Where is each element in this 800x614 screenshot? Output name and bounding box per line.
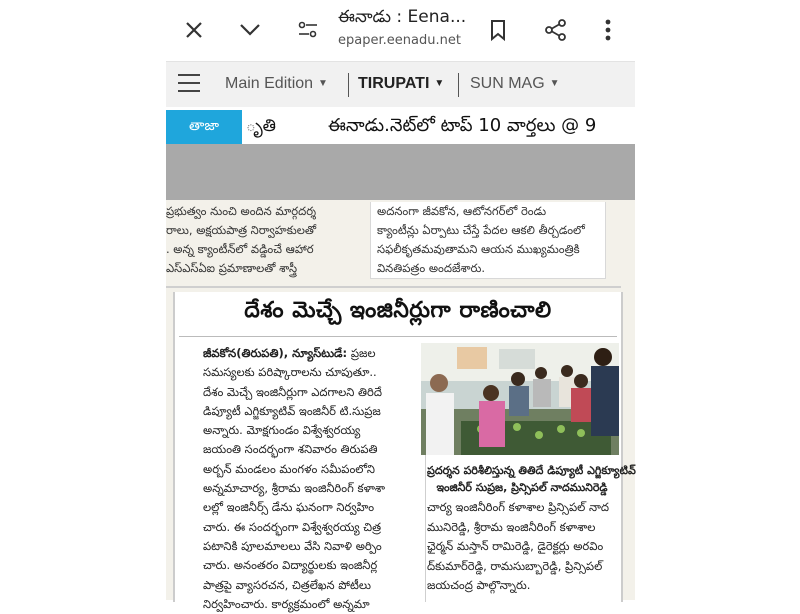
- text-line: వినతిపత్రం అందజేశారు.: [377, 261, 486, 275]
- nav-tirupati[interactable]: [358, 75, 444, 93]
- text-line: . అన్న క్యాంటీన్‌లో వడ్డించే ఆహార: [166, 242, 314, 256]
- text-line: అన్నమాచార్య, శ్రీరామ ఇంజినీరింగ్ కళాశా: [203, 481, 386, 496]
- text-line: చార్య ఇంజినీరింగ్ కళాశాల ప్రిన్సిపల్ నాద: [427, 500, 610, 514]
- nav-sun-mag[interactable]: [470, 75, 560, 93]
- section-divider: [166, 286, 621, 288]
- text-line: ప్రభుత్వం నుంచి అందిన మార్గదర్శ: [166, 204, 317, 218]
- text-line: చారు. ఈ సందర్భంగా విశ్వేశ్వరయ్య చిత్ర: [203, 519, 382, 534]
- text-line: పటానికి పూలమాలలు వేసి నివాళి అర్పిం: [203, 538, 382, 553]
- text-line: ఎస్ఎస్ఏఐ ప్రమాణాలతో శాస్త్రీ: [166, 261, 298, 275]
- share-icon[interactable]: [538, 12, 574, 48]
- epaper-clip: [166, 200, 636, 611]
- page-url[interactable]: epaper.eenadu.net: [338, 33, 461, 48]
- article-headline: దేశం మెచ్చే ఇంజినీర్లుగా రాణించాలి: [244, 298, 552, 323]
- close-icon[interactable]: [176, 12, 212, 48]
- caret-down-icon: ▼: [318, 78, 328, 90]
- more-vert-icon[interactable]: [590, 12, 626, 48]
- text-line: అర్బన్ మండలం మంగళం సమీపంలోని: [203, 461, 375, 476]
- text-line: సఫలీకృతమవుతామని ఆయన ముఖ్యమంత్రికి: [377, 242, 580, 256]
- prev-article-right-column: [370, 202, 606, 279]
- ticker-fragment: ృతి: [246, 116, 276, 136]
- nav-main-edition[interactable]: [225, 75, 328, 93]
- caption-line: ప్రదర్శన పరిశీలిస్తున్న తితిదే డిప్యూటీ ఎగ్జిక్యూటివ్: [427, 464, 636, 477]
- article-left-column: [203, 344, 421, 614]
- article-dateline: జీవకోన(తిరుపతి), న్యూస్‌టుడే:: [203, 346, 348, 360]
- text-line: జయంతి సందర్భంగా శనివారం తిరుపతి: [203, 442, 378, 457]
- browser-toolbar: [166, 0, 635, 60]
- page-title[interactable]: ఈనాడు : Eena...: [338, 7, 467, 27]
- prev-article-left-column: [166, 202, 362, 278]
- bookmark-icon[interactable]: [480, 12, 516, 48]
- text-line: రాలు, అక్షయపాత్ర నిర్వాహకులతో: [166, 223, 317, 237]
- news-article: [173, 292, 636, 611]
- caption-line: ఇంజినీర్ సుప్రజ, ప్రిన్సిపల్ నాదమునిరెడ్డి: [436, 481, 608, 494]
- text-line: ద్‌కుమార్‌రెడ్డి, రామసుబ్బారెడ్డి, ప్రిన్సిపల్: [427, 558, 603, 573]
- article-photo: [421, 343, 619, 455]
- text-line: మునిరెడ్డి, శ్రీరామ ఇంజినీరింగ్ కళాశాల: [427, 519, 596, 534]
- headline-divider: [179, 336, 617, 337]
- nav-label: TIRUPATI: [358, 75, 430, 92]
- text-line: నిర్వహించారు. కార్యక్రమంలో అన్నమా: [203, 596, 370, 611]
- text-line: జయచంద్ర పాల్గొన్నారు.: [427, 578, 531, 592]
- page-gutter: [166, 144, 635, 200]
- nav-label: SUN MAG: [470, 75, 545, 92]
- news-ticker[interactable]: [166, 108, 635, 144]
- text-line: చారు. అనంతరం విద్యార్థులకు ఇంజినీర్ల: [203, 558, 378, 573]
- nav-label: Main Edition: [225, 75, 314, 92]
- menu-icon[interactable]: [178, 74, 200, 94]
- caret-down-icon: ▼: [434, 78, 445, 90]
- ticker-badge: తాజా: [166, 110, 242, 144]
- ticker-text[interactable]: ఈనాడు.నెట్‌లో టాప్ 10 వార్తలు @ 9: [328, 115, 597, 136]
- text-line: ఛైర్మన్ మస్తాన్ రామిరెడ్డి, డైరెక్టర్లు అరవిం: [427, 539, 604, 553]
- nav-divider: [348, 73, 349, 97]
- text-line: దేశం మెచ్చే ఇంజినీర్లుగా ఎదగాలని తిరిదే: [203, 384, 382, 399]
- text-line: సమస్యలకు పరిష్కారాలను చూపుతూ..: [203, 365, 377, 380]
- article-right-column: [427, 498, 619, 596]
- site-settings-icon[interactable]: [290, 12, 326, 48]
- chevron-down-icon[interactable]: [232, 12, 268, 48]
- text-line: క్యాంటీన్లు ఏర్పాటు చేస్తే పేదల ఆకలి తీర్చడంలో: [377, 223, 585, 237]
- edition-nav: [166, 61, 635, 107]
- text-line: డిప్యూటీ ఎగ్జిక్యూటివ్ ఇంజినీర్ టి.సుప్రజ: [203, 403, 381, 418]
- text-line: ప్రజల: [350, 346, 376, 360]
- photo-caption: [427, 462, 636, 496]
- text-line: లల్లో ఇంజినీర్స్ డేను ఘనంగా నిర్వహిం: [203, 500, 375, 515]
- text-line: పాత్రపై వ్యాసరచన, చిత్రలేఖన పోటీలు: [203, 577, 372, 592]
- caret-down-icon: ▼: [549, 78, 560, 90]
- nav-divider: [458, 73, 459, 97]
- text-line: అదనంగా జీవకోన, ఆటోనగర్‌లో రెండు: [377, 204, 547, 218]
- text-line: అన్నారు. మోక్షగుండం విశ్వేశ్వరయ్య: [203, 423, 361, 438]
